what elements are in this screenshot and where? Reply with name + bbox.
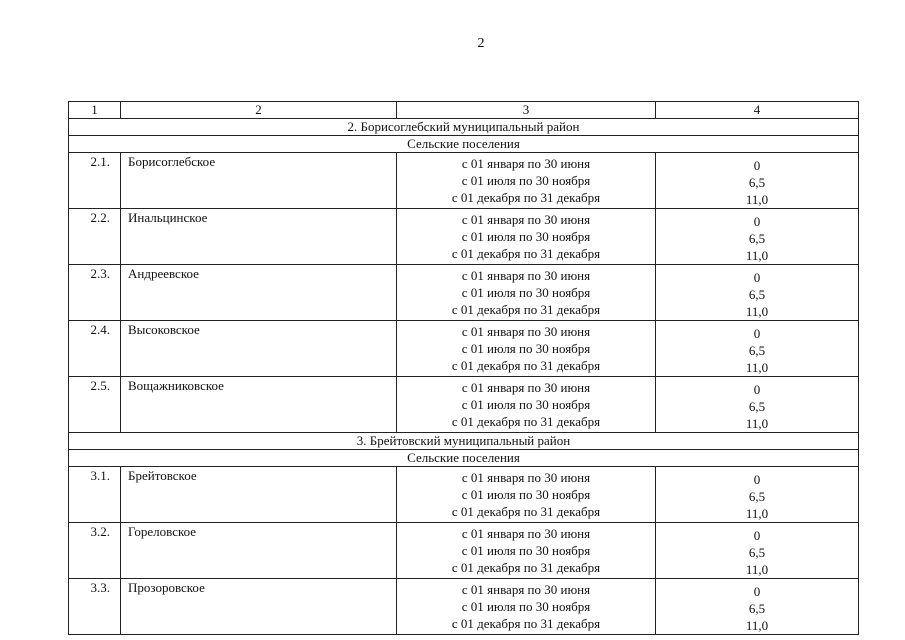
value-line: 11,0 (745, 248, 769, 263)
value-line: 0 (753, 158, 761, 173)
value-line: 6,5 (748, 545, 766, 560)
group-row (69, 136, 859, 153)
period-line: с 01 декабря по 31 декабря (451, 302, 601, 317)
table-row (69, 265, 859, 321)
period-cell (397, 209, 656, 265)
header-row (69, 102, 859, 119)
group-title: Сельские поселения (69, 136, 859, 153)
period-line: с 01 декабря по 31 декабря (451, 246, 601, 261)
period-line: с 01 января по 30 июня (461, 380, 591, 395)
period-line: с 01 декабря по 31 декабря (451, 560, 601, 575)
table-row (69, 377, 859, 433)
row-number: 3.1. (69, 467, 121, 523)
value-line: 11,0 (745, 304, 769, 319)
row-number: 2.5. (69, 377, 121, 433)
value-line: 6,5 (748, 601, 766, 616)
settlement-name: Вощажниковское (121, 377, 397, 433)
value-line: 11,0 (745, 618, 769, 633)
value-cell (656, 377, 859, 433)
settlement-name: Брейтовское (121, 467, 397, 523)
table-row (69, 209, 859, 265)
period-line: с 01 января по 30 июня (461, 526, 591, 541)
period-line: с 01 декабря по 31 декабря (451, 504, 601, 519)
group-title: Сельские поселения (69, 450, 859, 467)
settlement-name: Андреевское (121, 265, 397, 321)
table-body (69, 102, 859, 635)
period-cell (397, 467, 656, 523)
value-cell (656, 579, 859, 635)
value-line: 0 (753, 270, 761, 285)
group-row (69, 450, 859, 467)
period-cell (397, 523, 656, 579)
value-line: 6,5 (748, 175, 766, 190)
period-line: с 01 декабря по 31 декабря (451, 616, 601, 631)
period-line: с 01 января по 30 июня (461, 268, 591, 283)
value-line: 6,5 (748, 287, 766, 302)
district-row (69, 433, 859, 450)
period-cell (397, 377, 656, 433)
value-line: 6,5 (748, 399, 766, 414)
period-line: с 01 июля по 30 ноября (461, 397, 591, 412)
settlement-name: Высоковское (121, 321, 397, 377)
period-line: с 01 января по 30 июня (461, 470, 591, 485)
table-row (69, 153, 859, 209)
period-cell (397, 265, 656, 321)
settlement-name: Прозоровское (121, 579, 397, 635)
period-line: с 01 января по 30 июня (461, 156, 591, 171)
period-line: с 01 июля по 30 ноября (461, 543, 591, 558)
value-line: 11,0 (745, 360, 769, 375)
value-cell (656, 265, 859, 321)
period-line: с 01 июля по 30 ноября (461, 229, 591, 244)
period-line: с 01 июля по 30 ноября (461, 173, 591, 188)
value-line: 0 (753, 528, 761, 543)
settlement-name: Борисоглебское (121, 153, 397, 209)
settlement-name: Инальцинское (121, 209, 397, 265)
value-line: 6,5 (748, 343, 766, 358)
row-number: 2.3. (69, 265, 121, 321)
value-line: 0 (753, 584, 761, 599)
period-cell (397, 579, 656, 635)
table-row (69, 321, 859, 377)
row-number: 2.4. (69, 321, 121, 377)
value-line: 11,0 (745, 562, 769, 577)
value-line: 11,0 (745, 506, 769, 521)
value-line: 6,5 (748, 489, 766, 504)
row-number: 2.1. (69, 153, 121, 209)
value-cell (656, 467, 859, 523)
row-number: 3.3. (69, 579, 121, 635)
period-line: с 01 июля по 30 ноября (461, 599, 591, 614)
header-col-4: 4 (656, 102, 859, 119)
value-line: 11,0 (745, 192, 769, 207)
value-cell (656, 321, 859, 377)
header-col-1: 1 (69, 102, 121, 119)
value-line: 0 (753, 326, 761, 341)
value-cell (656, 153, 859, 209)
period-cell (397, 153, 656, 209)
period-line: с 01 июля по 30 ноября (461, 487, 591, 502)
period-line: с 01 января по 30 июня (461, 324, 591, 339)
period-line: с 01 июля по 30 ноября (461, 285, 591, 300)
value-line: 0 (753, 214, 761, 229)
period-line: с 01 января по 30 июня (461, 582, 591, 597)
district-title: 3. Брейтовский муниципальный район (69, 433, 859, 450)
period-line: с 01 декабря по 31 декабря (451, 190, 601, 205)
settlement-name: Гореловское (121, 523, 397, 579)
table-row (69, 579, 859, 635)
value-line: 0 (753, 472, 761, 487)
value-line: 11,0 (745, 416, 769, 431)
period-line: с 01 декабря по 31 декабря (451, 358, 601, 373)
value-line: 0 (753, 382, 761, 397)
period-cell (397, 321, 656, 377)
row-number: 2.2. (69, 209, 121, 265)
value-cell (656, 209, 859, 265)
value-cell (656, 523, 859, 579)
district-row (69, 119, 859, 136)
value-line: 6,5 (748, 231, 766, 246)
row-number: 3.2. (69, 523, 121, 579)
page-number: 2 (477, 36, 485, 51)
period-line: с 01 июля по 30 ноября (461, 341, 591, 356)
period-line: с 01 декабря по 31 декабря (451, 414, 601, 429)
table-row (69, 523, 859, 579)
table-row (69, 467, 859, 523)
period-line: с 01 января по 30 июня (461, 212, 591, 227)
header-col-2: 2 (121, 102, 397, 119)
district-title: 2. Борисоглебский муниципальный район (69, 119, 859, 136)
header-col-3: 3 (397, 102, 656, 119)
tariff-table (68, 101, 859, 635)
